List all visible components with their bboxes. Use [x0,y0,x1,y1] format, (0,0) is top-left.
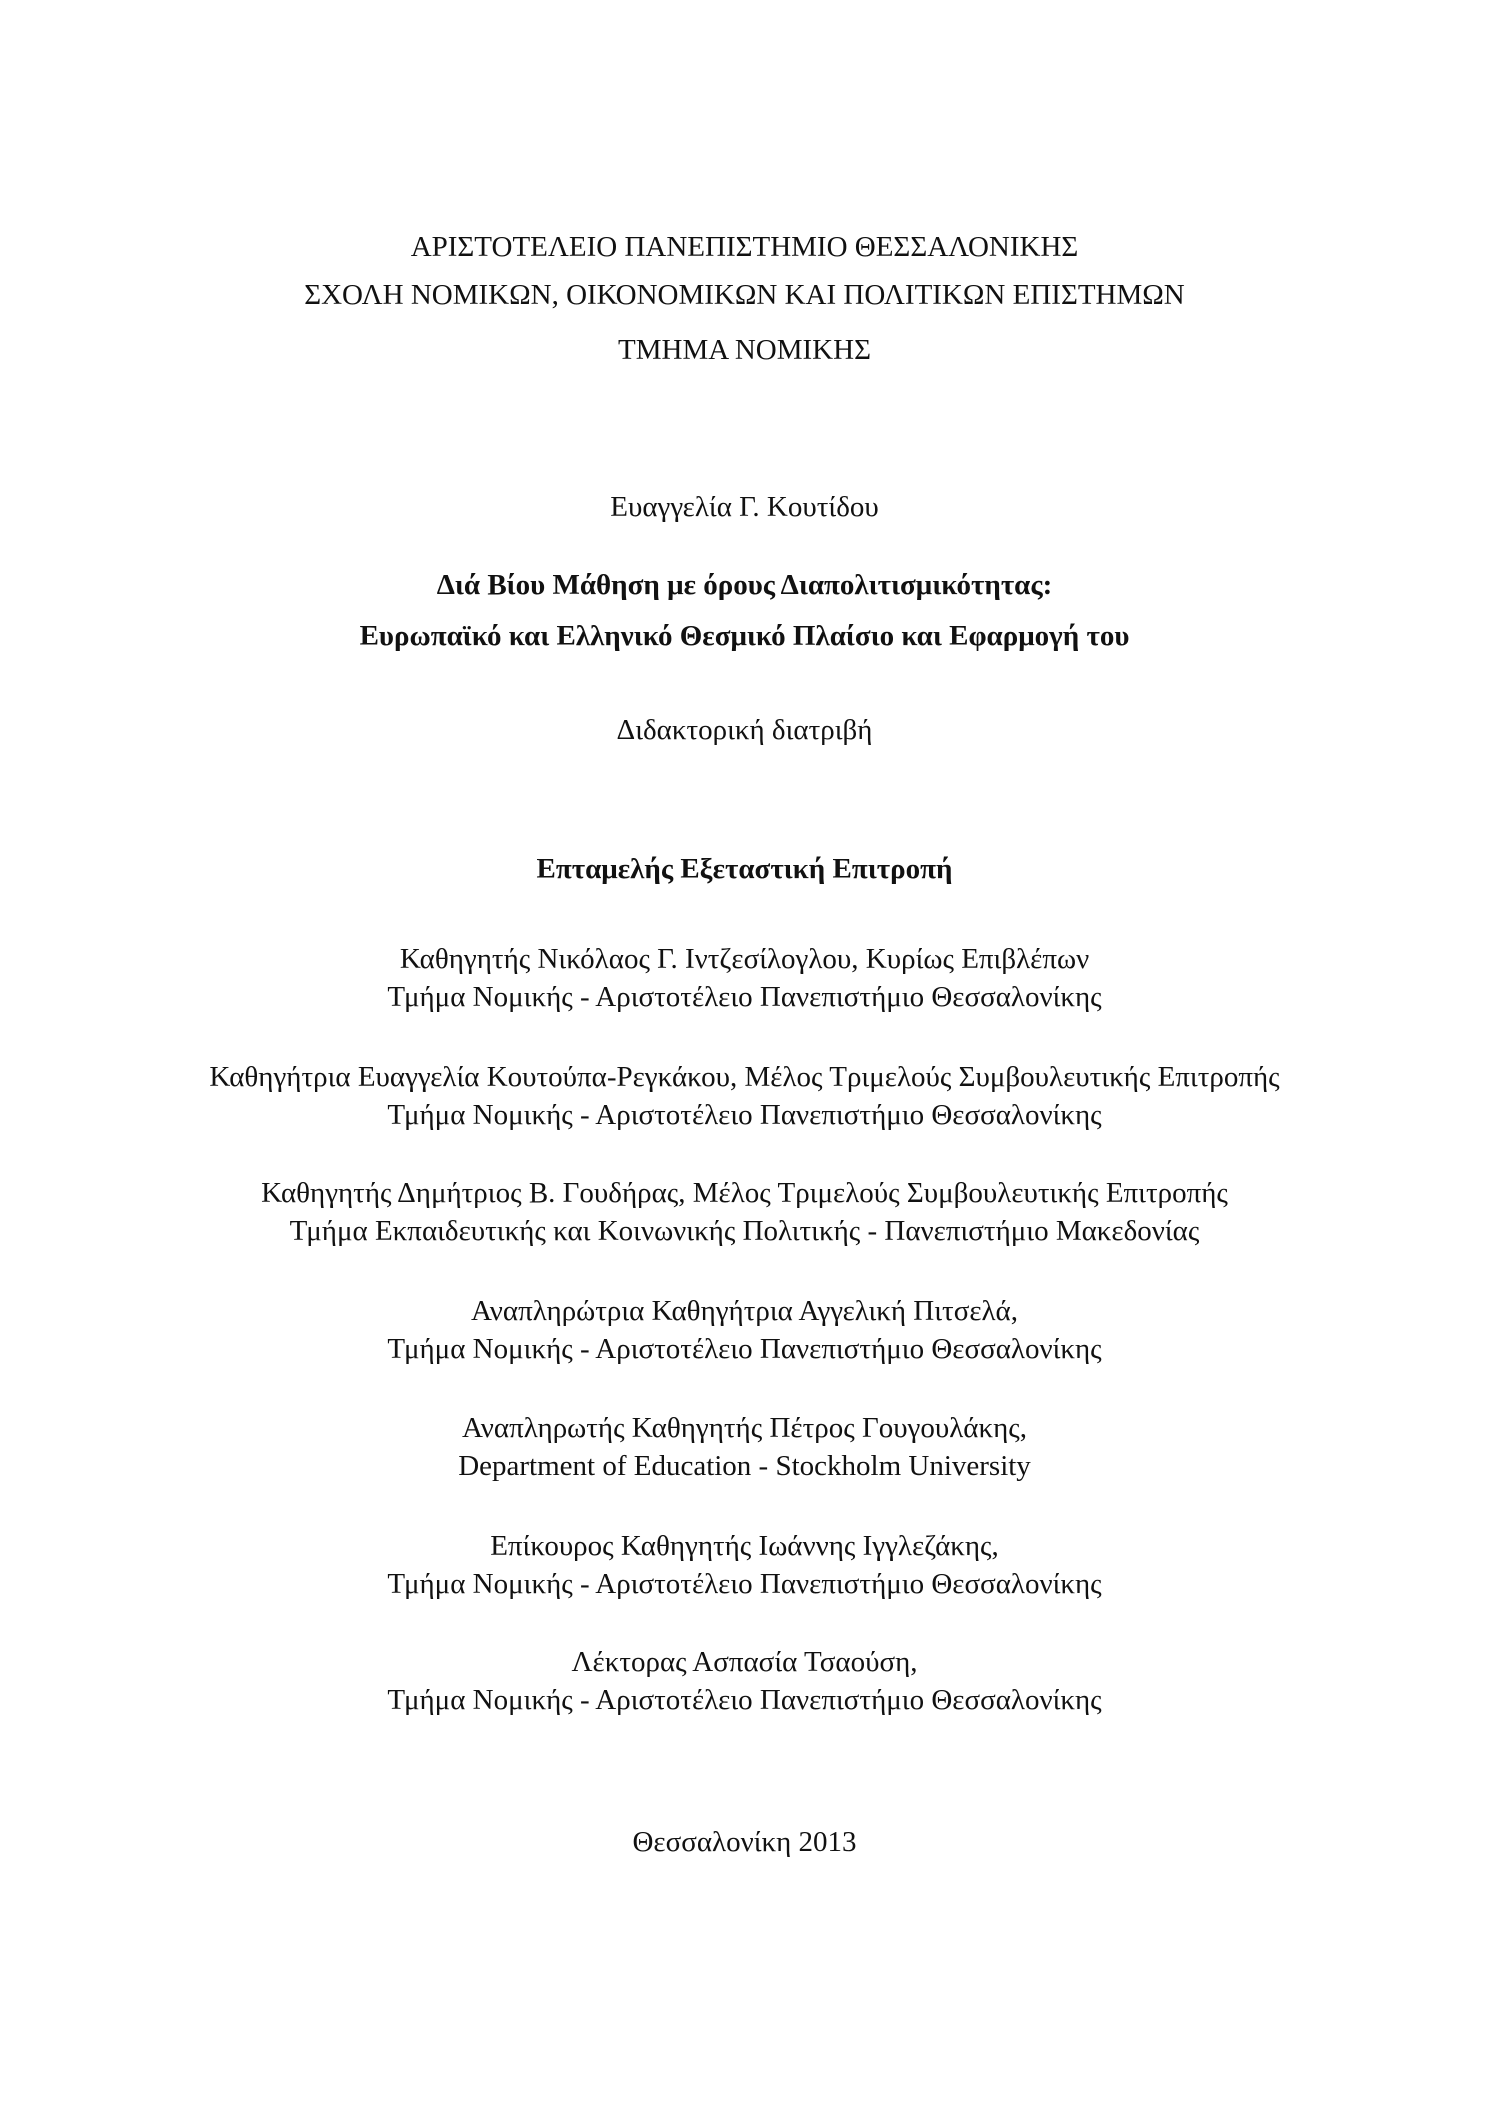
university-name: ΑΡΙΣΤΟΤΕΛΕΙΟ ΠΑΝΕΠΙΣΤΗΜΙΟ ΘΕΣΣΑΛΟΝΙΚΗΣ [410,231,1079,263]
committee-member-affiliation: Τμήμα Νομικής - Αριστοτέλειο Πανεπιστήμιο Θεσσαλονίκης [387,1099,1102,1131]
committee-member-name: Καθηγητής Δημήτριος Β. Γουδήρας, Μέλος Τριμελούς Συμβουλευτικής Επιτροπής [261,1177,1228,1209]
author-name: Ευαγγελία Γ. Κουτίδου [610,491,879,523]
committee-member-name: Αναπληρώτρια Καθηγήτρια Αγγελική Πιτσελά, [470,1295,1019,1327]
school-name: ΣΧΟΛΗ ΝΟΜΙΚΩΝ, ΟΙΚΟΝΟΜΙΚΩΝ ΚΑΙ ΠΟΛΙΤΙΚΩΝ ΕΠΙΣΤΗΜΩΝ [304,279,1185,311]
committee-member-name: Λέκτορας Ασπασία Τσαούση, [571,1646,918,1678]
committee-member-affiliation: Τμήμα Νομικής - Αριστοτέλειο Πανεπιστήμιο Θεσσαλονίκης [387,981,1102,1013]
committee-member-name: Αναπληρωτής Καθηγητής Πέτρος Γουγουλάκης, [461,1412,1028,1444]
thesis-title-line-2: Ευρωπαϊκό και Ελληνικό Θεσμικό Πλαίσιο και Εφαρμογή του [359,620,1130,652]
committee-member-affiliation: Τμήμα Νομικής - Αριστοτέλειο Πανεπιστήμιο Θεσσαλονίκης [387,1568,1102,1600]
committee-member-affiliation: Τμήμα Εκπαιδευτικής και Κοινωνικής Πολιτικής - Πανεπιστήμιο Μακεδονίας [289,1215,1200,1247]
department-name: ΤΜΗΜΑ ΝΟΜΙΚΗΣ [618,334,871,366]
committee-member-affiliation: Τμήμα Νομικής - Αριστοτέλειο Πανεπιστήμιο Θεσσαλονίκης [387,1684,1102,1716]
place-and-year: Θεσσαλονίκη 2013 [632,1826,857,1858]
document-type: Διδακτορική διατριβή [616,714,873,746]
committee-member-name: Καθηγητής Νικόλαος Γ. Ιντζεσίλογλου, Κυρίως Επιβλέπων [399,943,1090,975]
thesis-title-line-1: Διά Βίου Μάθηση με όρους Διαπολιτισμικότητας: [436,569,1053,601]
committee-member-affiliation: Τμήμα Νομικής - Αριστοτέλειο Πανεπιστήμιο Θεσσαλονίκης [387,1333,1102,1365]
committee-heading: Επταμελής Εξεταστική Επιτροπή [536,853,953,885]
committee-member-affiliation: Department of Education - Stockholm University [458,1450,1031,1482]
committee-member-name: Επίκουρος Καθηγητής Ιωάννης Ιγγλεζάκης, [490,1530,999,1562]
committee-member-name: Καθηγήτρια Ευαγγελία Κουτούπα-Ρεγκάκου, Μέλος Τριμελούς Συμβουλευτικής Επιτροπής [209,1061,1280,1093]
